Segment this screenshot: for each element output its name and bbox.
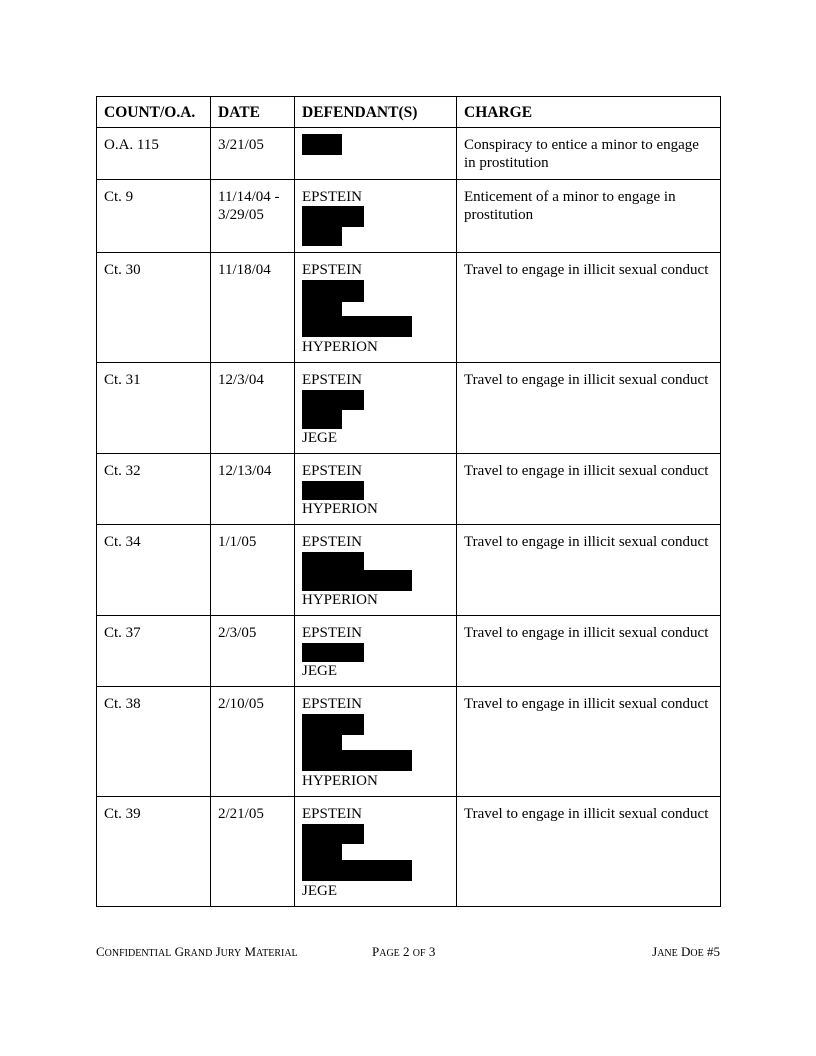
charge-cell: Travel to engage in illicit sexual conduct [457, 616, 721, 687]
count-cell: Ct. 9 [97, 179, 211, 253]
defendant-name: EPSTEIN [302, 534, 362, 550]
redaction-block [302, 570, 412, 591]
date-cell: 2/21/05 [211, 797, 295, 907]
count-cell: Ct. 31 [97, 363, 211, 454]
footer-text-part: 2 [399, 944, 413, 959]
count-cell: O.A. 115 [97, 127, 211, 179]
date-cell: 3/21/05 [211, 127, 295, 179]
table-row [97, 253, 721, 363]
footer-text-part: OF [412, 948, 426, 959]
date-cell: 2/3/05 [211, 616, 295, 687]
count-cell: Ct. 34 [97, 525, 211, 616]
date-cell: 12/3/04 [211, 363, 295, 454]
table-header-row [97, 97, 721, 128]
redaction-block [302, 860, 412, 881]
defendant-name: EPSTEIN [302, 188, 362, 205]
table-row [97, 797, 721, 907]
page-footer [96, 944, 720, 962]
charge-cell: Travel to engage in illicit sexual conduct [457, 687, 721, 797]
footer-victim-identifier [652, 944, 720, 960]
table-row [97, 525, 721, 616]
header-charge: CHARGE [457, 97, 721, 128]
redaction-block [302, 481, 364, 500]
redaction-block [302, 643, 364, 662]
footer-text-part: P [372, 944, 380, 959]
redaction-block [302, 390, 364, 410]
footer-text-part: J [652, 944, 658, 959]
redaction-block [302, 227, 342, 246]
defendant-name: JEGE [302, 429, 337, 446]
table-row [97, 127, 721, 179]
charge-cell: Conspiracy to entice a minor to engage in prostitution [457, 127, 721, 179]
footer-text-part: AGE [379, 948, 400, 959]
defendant-name: HYPERION [302, 338, 378, 355]
footer-text-part: ANE [657, 948, 678, 959]
defendants-cell [295, 687, 457, 797]
date-cell: 2/10/05 [211, 687, 295, 797]
redaction-block [302, 280, 364, 302]
charge-cell: Travel to engage in illicit sexual conduct [457, 797, 721, 907]
redaction-block [302, 410, 342, 429]
charge-cell: Travel to engage in illicit sexual conduct [457, 253, 721, 363]
header-date: DATE [211, 97, 295, 128]
defendants-cell [295, 525, 457, 616]
date-cell: 11/14/04 - 3/29/05 [211, 179, 295, 253]
footer-text-part: J [212, 944, 221, 959]
footer-text-part: RAND [183, 948, 213, 959]
redaction-block [302, 316, 412, 337]
redaction-block [302, 302, 342, 316]
footer-text-part: D [677, 944, 691, 959]
date-cell: 12/13/04 [211, 454, 295, 525]
defendant-name: EPSTEIN [302, 696, 362, 712]
defendant-name: HYPERION [302, 591, 378, 608]
charge-cell: Travel to engage in illicit sexual conduct [457, 454, 721, 525]
footer-page-number [372, 944, 435, 960]
footer-text-part: ONFIDENTIAL [104, 948, 172, 959]
redaction-block [302, 844, 342, 860]
defendants-cell [295, 616, 457, 687]
defendants-cell [295, 363, 457, 454]
defendant-name: JEGE [302, 662, 337, 679]
charge-cell: Enticement of a minor to engage in prostitution [457, 179, 721, 253]
footer-confidentiality-notice [96, 944, 298, 960]
count-cell: Ct. 38 [97, 687, 211, 797]
defendants-cell [295, 454, 457, 525]
defendants-cell [295, 253, 457, 363]
charge-cell: Travel to engage in illicit sexual conduct [457, 525, 721, 616]
redaction-block [302, 552, 364, 570]
defendants-cell [295, 797, 457, 907]
table-row [97, 616, 721, 687]
defendant-name: HYPERION [302, 500, 378, 517]
defendant-name: HYPERION [302, 772, 378, 789]
footer-text-part: ATERIAL [256, 948, 298, 959]
redaction-block [302, 134, 342, 155]
footer-text-part: OE [690, 948, 704, 959]
footer-text-part: G [171, 944, 184, 959]
footer-text-part: URY [220, 948, 242, 959]
defendant-name: EPSTEIN [302, 625, 362, 641]
footer-text-part: 3 [425, 944, 436, 959]
footer-text-part: M [241, 944, 256, 959]
charges-table [96, 96, 721, 907]
date-cell: 11/18/04 [211, 253, 295, 363]
defendant-name: EPSTEIN [302, 806, 362, 822]
redaction-block [302, 735, 342, 750]
defendant-name: EPSTEIN [302, 463, 362, 479]
count-cell: Ct. 37 [97, 616, 211, 687]
footer-text-part: #5 [703, 944, 720, 959]
table-row [97, 454, 721, 525]
count-cell: Ct. 39 [97, 797, 211, 907]
header-defendants: DEFENDANT(S) [295, 97, 457, 128]
footer-text-part: C [96, 944, 105, 959]
table-row [97, 179, 721, 253]
redaction-block [302, 824, 364, 844]
defendants-cell [295, 127, 457, 179]
defendant-name: EPSTEIN [302, 372, 362, 388]
redaction-block [302, 714, 364, 735]
table-row [97, 687, 721, 797]
date-cell: 1/1/05 [211, 525, 295, 616]
defendant-name: EPSTEIN [302, 262, 362, 278]
count-cell: Ct. 30 [97, 253, 211, 363]
defendant-name: JEGE [302, 882, 337, 899]
charge-cell: Travel to engage in illicit sexual conduct [457, 363, 721, 454]
redaction-block [302, 206, 364, 227]
count-cell: Ct. 32 [97, 454, 211, 525]
redaction-block [302, 750, 412, 771]
table-row [97, 363, 721, 454]
defendants-cell [295, 179, 457, 253]
header-count: COUNT/O.A. [97, 97, 211, 128]
